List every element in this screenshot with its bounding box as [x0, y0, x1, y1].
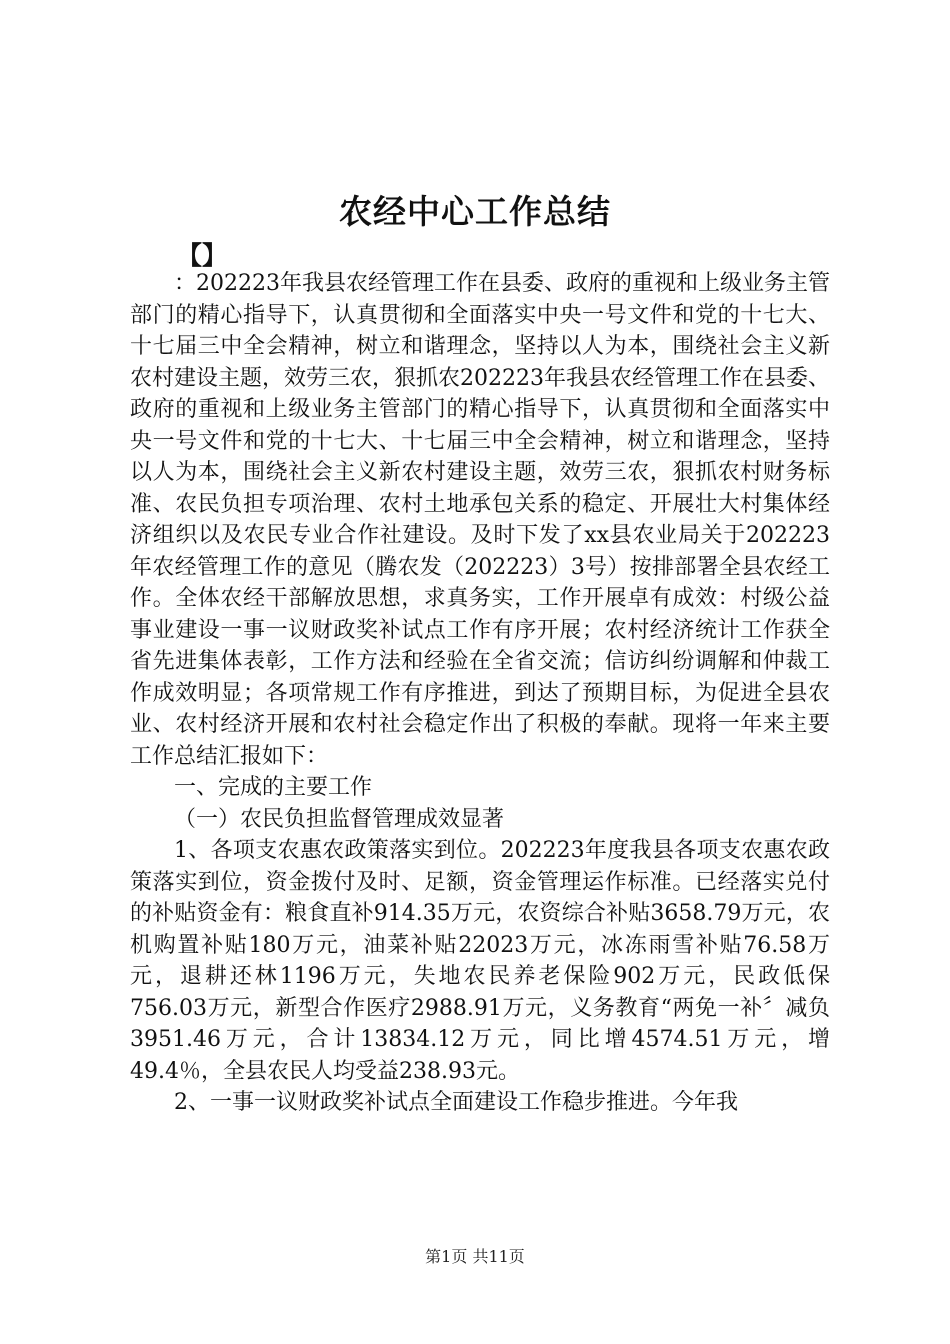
- subsection-heading: （一）农民负担监督管理成效显著: [174, 806, 505, 832]
- page-footer: 第1页 共11页: [425, 1247, 525, 1266]
- paragraph-subsidies: 1、各项支农惠农政策落实到位。202223年度我县各项支农惠农政策落实到位，资金拨付及时、足额，资金管理运作标准。已经落实兑付的补贴资金有：粮食直补914.35万元，农资综合补贴3658.79万元，农机购置补贴180万元，油菜补贴22023万元，冰冻雨雪补贴76.58万元，退耕还林1196万元，失地农民养老保险902万元，民政低保756.03万元，新型合作医疗2988.91万元，义务教育“两免一补〞减负3951.46万元，合计13834.12万元，同比增4574.51万元，增49.4％，全县农民人均受益238.93元。: [130, 838, 830, 1084]
- paragraph-pilot: 2、一事一议财政奖补试点全面建设工作稳步推进。今年我: [174, 1090, 738, 1115]
- document-body: [130, 268, 830, 1119]
- bracket-label: 【】: [177, 241, 228, 270]
- paragraph-intro: ：202223年我县农经管理工作在县委、政府的重视和上级业务主管部门的精心指导下，认真贯彻和全面落实中央一号文件和党的十七大、十七届三中全会精神，树立和谐理念，坚持以人为本，围绕社会主义新农村建设主题，效劳三农，狠抓农202223年我县农经管理工作在县委、政府的重视和上级业务主管部门的精心指导下，认真贯彻和全面落实中央一号文件和党的十七大、十七届三中全会精神，树立和谐理念，坚持以人为本，围绕社会主义新农村建设主题，效劳三农，狠抓农村财务标准、农民负担专项治理、农村土地承包关系的稳定、开展壮大村集体经济组织以及农民专业合作社建设。及时下发了xx县农业局关于202223年农经管理工作的意见（腾农发（202223）3号）按排部署全县农经工作。全体农经干部解放思想，求真务实，工作开展卓有成效：村级公益事业建设一事一议财政奖补试点工作有序开展；农村经济统计工作获全省先进集体表彰，工作方法和经验在全省交流；信访纠纷调解和仲裁工作成效明显；各项常规工作有序推进，到达了预期目标，为促进全县农业、农村经济开展和农村社会稳定作出了积极的奉献。现将一年来主要工作总结汇报如下：: [130, 271, 831, 769]
- section-heading: 一、完成的主要工作: [174, 775, 373, 800]
- document-title: 农经中心工作总结: [339, 192, 611, 231]
